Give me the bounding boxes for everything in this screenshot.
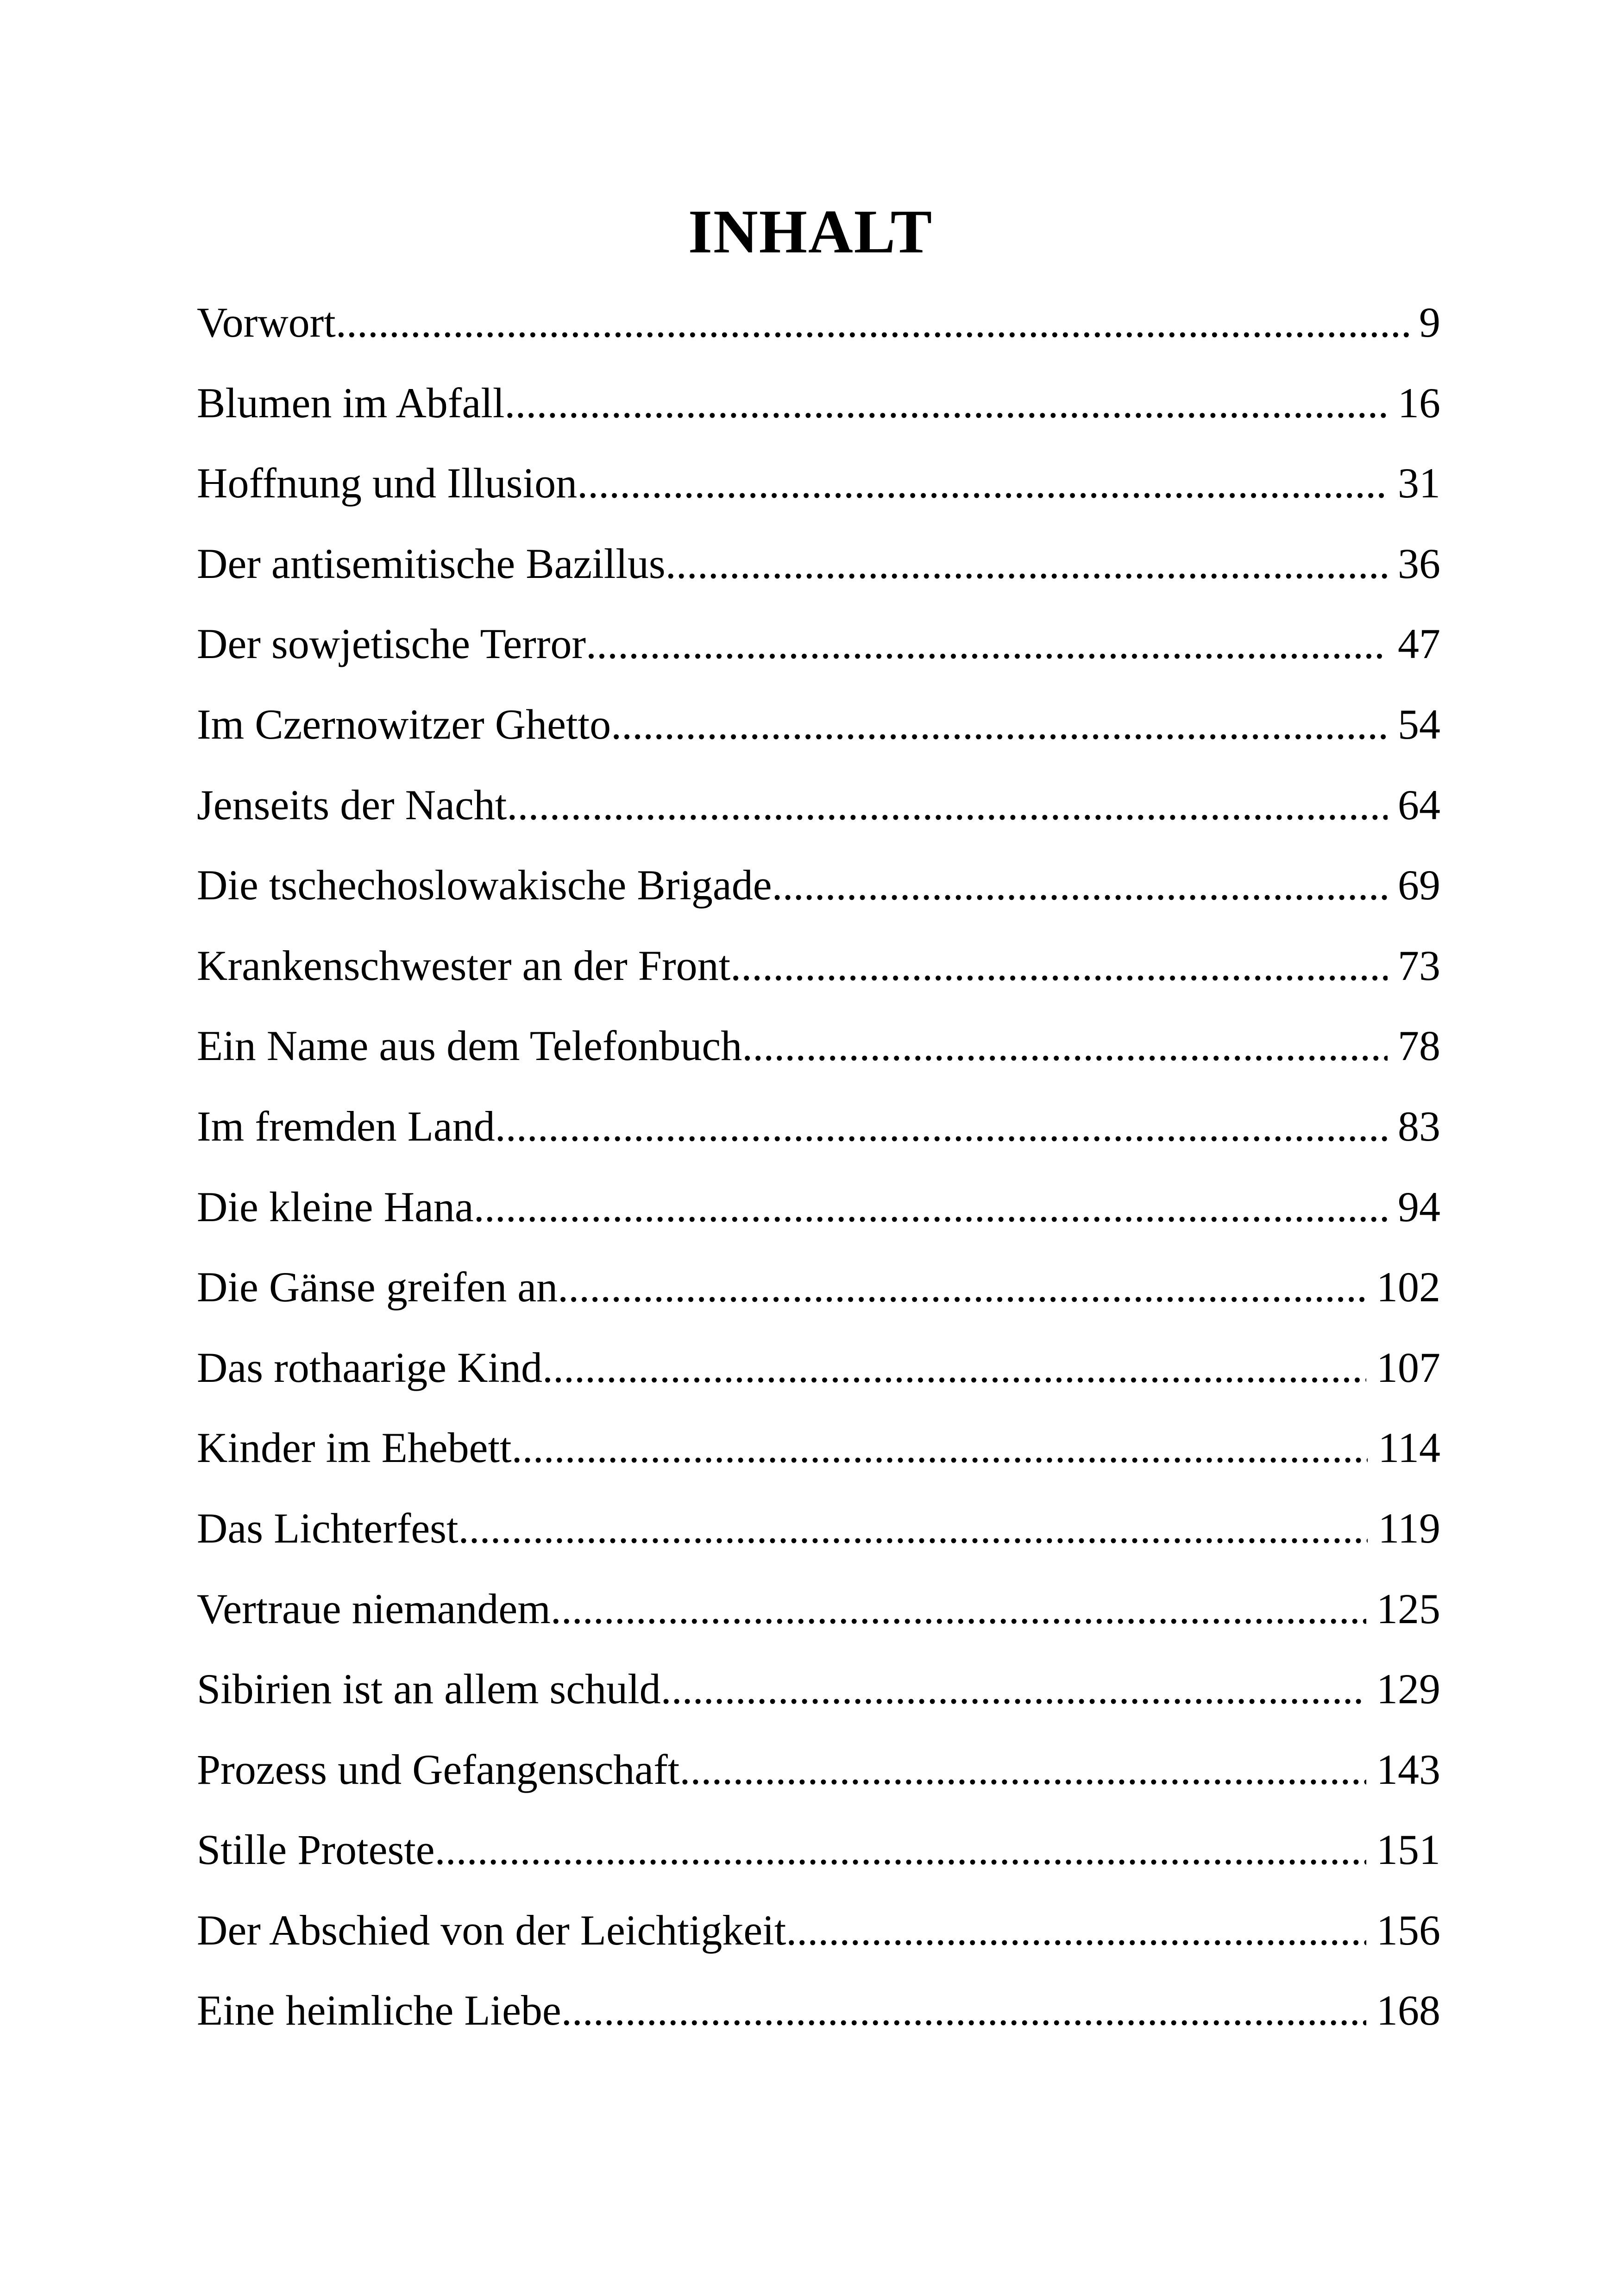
toc-entry xyxy=(197,524,1440,604)
dot-leader xyxy=(474,1167,1388,1248)
dot-leader xyxy=(577,443,1388,524)
toc-entry-title: Der Abschied von der Leichtigkeit xyxy=(197,1906,786,1954)
toc-entry-title: Kinder im Ehebett xyxy=(197,1424,512,1472)
toc-entry xyxy=(197,926,1440,1006)
toc-entry-title: Stille Proteste xyxy=(197,1826,435,1874)
toc-entry-title: Hoffnung und Illusion xyxy=(197,459,578,507)
toc-entry xyxy=(197,1730,1440,1810)
toc-entry-page-number: 31 xyxy=(1398,459,1440,507)
toc-entry-page-number: 73 xyxy=(1398,941,1440,989)
toc-entry-page-number: 64 xyxy=(1398,781,1440,828)
dot-leader xyxy=(586,604,1388,684)
toc-entry xyxy=(197,1488,1440,1569)
toc-entry-title: Jenseits der Nacht xyxy=(197,781,507,828)
toc-entry xyxy=(197,363,1440,444)
dot-leader xyxy=(459,1488,1368,1569)
toc-entry xyxy=(197,1408,1440,1488)
dot-leader xyxy=(435,1810,1366,1890)
dot-leader xyxy=(561,1970,1366,2051)
dot-leader xyxy=(507,765,1388,846)
dot-leader xyxy=(661,1649,1366,1730)
toc-entry-page-number: 94 xyxy=(1398,1183,1440,1230)
toc-entry xyxy=(197,1970,1440,2051)
toc-entry-title: Der antisemitische Bazillus xyxy=(197,539,666,587)
toc-entry-page-number: 129 xyxy=(1376,1665,1440,1713)
dot-leader xyxy=(742,1006,1388,1086)
toc-entry-title: Das Lichterfest xyxy=(197,1504,459,1552)
toc-entry-page-number: 78 xyxy=(1398,1022,1440,1070)
toc-entry xyxy=(197,1328,1440,1408)
toc-entry-title: Der sowjetische Terror xyxy=(197,620,586,668)
toc-entry xyxy=(197,1569,1440,1650)
toc-entry xyxy=(197,604,1440,684)
dot-leader xyxy=(542,1328,1366,1408)
toc-entry xyxy=(197,282,1440,363)
page-title: INHALT xyxy=(688,197,933,266)
toc-entry-page-number: 125 xyxy=(1376,1585,1440,1632)
toc-entry xyxy=(197,1890,1440,1971)
toc-entry-page-number: 83 xyxy=(1398,1102,1440,1150)
toc-entry-page-number: 69 xyxy=(1398,861,1440,909)
toc-entry-title: Eine heimliche Liebe xyxy=(197,1987,561,2034)
table-of-contents xyxy=(197,282,1440,2051)
dot-leader xyxy=(558,1247,1366,1328)
toc-entry-title: Die kleine Hana xyxy=(197,1183,474,1230)
dot-leader xyxy=(772,845,1388,926)
toc-entry xyxy=(197,765,1440,846)
toc-entry-page-number: 102 xyxy=(1376,1263,1440,1311)
dot-leader xyxy=(512,1408,1368,1488)
toc-entry-page-number: 156 xyxy=(1376,1906,1440,1954)
dot-leader xyxy=(730,926,1388,1006)
toc-entry-page-number: 107 xyxy=(1376,1343,1440,1391)
toc-entry xyxy=(197,1167,1440,1248)
toc-entry-title: Blumen im Abfall xyxy=(197,379,505,427)
dot-leader xyxy=(786,1890,1366,1971)
toc-entry-title: Vertraue niemandem xyxy=(197,1585,551,1632)
toc-entry xyxy=(197,1006,1440,1086)
toc-entry-page-number: 119 xyxy=(1378,1504,1440,1552)
toc-entry xyxy=(197,1810,1440,1890)
toc-entry xyxy=(197,1086,1440,1167)
toc-entry-title: Die Gänse greifen an xyxy=(197,1263,558,1311)
toc-entry-title: Krankenschwester an der Front xyxy=(197,941,731,989)
toc-entry-page-number: 54 xyxy=(1398,700,1440,748)
dot-leader xyxy=(611,684,1388,765)
toc-entry xyxy=(197,1247,1440,1328)
toc-entry xyxy=(197,684,1440,765)
toc-entry-title: Die tschechoslowakische Brigade xyxy=(197,861,772,909)
dot-leader xyxy=(551,1569,1366,1650)
toc-entry xyxy=(197,845,1440,926)
toc-entry-title: Prozess und Gefangenschaft xyxy=(197,1745,680,1793)
toc-entry-page-number: 143 xyxy=(1376,1745,1440,1793)
toc-entry-page-number: 36 xyxy=(1398,539,1440,587)
dot-leader xyxy=(495,1086,1388,1167)
toc-entry-title: Im fremden Land xyxy=(197,1102,495,1150)
toc-entry-page-number: 47 xyxy=(1398,620,1440,668)
toc-entry-title: Das rothaarige Kind xyxy=(197,1343,542,1391)
toc-entry-page-number: 168 xyxy=(1376,1987,1440,2034)
toc-entry-page-number: 9 xyxy=(1419,299,1440,346)
dot-leader xyxy=(504,363,1388,444)
toc-entry xyxy=(197,443,1440,524)
toc-entry-title: Sibirien ist an allem schuld xyxy=(197,1665,661,1713)
dot-leader xyxy=(336,282,1409,363)
toc-entry-page-number: 151 xyxy=(1376,1826,1440,1874)
toc-entry-title: Vorwort xyxy=(197,299,336,346)
toc-entry-page-number: 114 xyxy=(1378,1424,1440,1472)
dot-leader xyxy=(679,1730,1366,1810)
toc-entry-title: Im Czernowitzer Ghetto xyxy=(197,700,611,748)
dot-leader xyxy=(666,524,1388,604)
toc-entry xyxy=(197,1649,1440,1730)
toc-entry-title: Ein Name aus dem Telefonbuch xyxy=(197,1022,742,1070)
toc-entry-page-number: 16 xyxy=(1398,379,1440,427)
